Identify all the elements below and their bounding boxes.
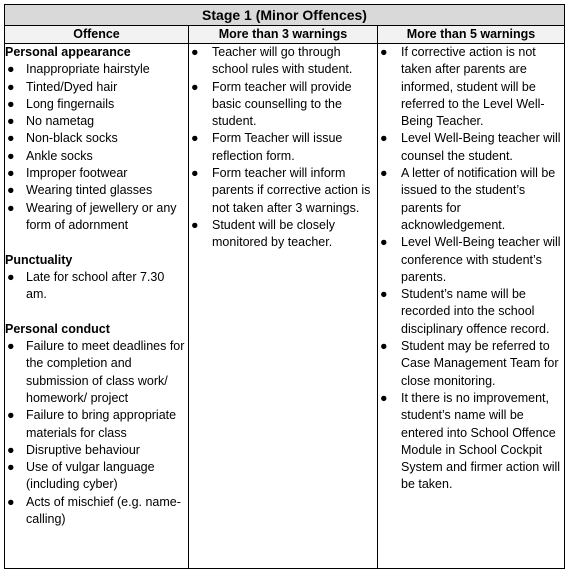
bullet-icon: ● xyxy=(7,148,15,163)
list-item-text: Use of vulgar language (including cyber) xyxy=(26,460,155,492)
bullet-icon: ● xyxy=(7,62,15,77)
list-item-text: Late for school after 7.30 am. xyxy=(26,269,165,302)
list-item xyxy=(378,44,564,130)
list-item xyxy=(5,200,188,235)
list-item-text: Student may be referred to Case Management Team for close monitoring. xyxy=(401,339,559,388)
list-item xyxy=(5,61,188,78)
list-item xyxy=(378,338,564,390)
list-item-text: Disruptive behaviour xyxy=(26,442,140,457)
bullet-icon: ● xyxy=(380,131,388,146)
more-than-5-warnings-cell xyxy=(378,44,565,569)
bullet-icon: ● xyxy=(7,79,15,94)
list-item-text: Failure to bring appropriate materials for class xyxy=(26,408,177,440)
list-item xyxy=(378,165,564,234)
bullet-icon: ● xyxy=(380,390,388,405)
list-item-text: Student’s name will be recorded into the school disciplinary offence record. xyxy=(401,287,550,336)
list-item-text: A letter of notification will be issued to the student’s parents for acknowledgement. xyxy=(401,166,556,232)
action-list xyxy=(378,44,564,494)
list-item-text: Level Well-Being teacher will conference with student’s parents. xyxy=(401,235,561,284)
action-list xyxy=(189,44,377,252)
list-item xyxy=(5,113,188,130)
bullet-icon: ● xyxy=(7,460,15,475)
list-item-text: If corrective action is not taken after parents are informed, student will be referred to the Level Well-Being Teacher. xyxy=(401,45,545,129)
bullet-icon: ● xyxy=(191,166,199,181)
list-item xyxy=(5,407,188,442)
list-item xyxy=(5,338,188,407)
list-item xyxy=(5,269,188,304)
section-heading: Personal conduct xyxy=(5,321,110,336)
bullet-icon: ● xyxy=(7,200,15,215)
offence-list xyxy=(5,338,188,528)
list-item xyxy=(189,165,377,217)
list-item-text: Form teacher will inform parents if corrective action is not taken after 3 warnings. xyxy=(212,166,371,215)
list-item-text: Teacher will go through school rules with student. xyxy=(212,45,353,77)
list-item-text: Acts of mischief (e.g. name-calling) xyxy=(26,494,181,527)
section-heading: Punctuality xyxy=(5,252,73,267)
list-item-text: No nametag xyxy=(26,114,95,129)
list-item xyxy=(5,459,188,494)
bullet-icon: ● xyxy=(7,269,15,284)
bullet-icon: ● xyxy=(7,131,15,146)
section-heading: Personal appearance xyxy=(5,45,131,59)
more-than-3-warnings-cell xyxy=(189,44,378,569)
bullet-icon: ● xyxy=(7,183,15,198)
list-item xyxy=(5,165,188,182)
list-item xyxy=(5,148,188,165)
list-item-text: Level Well-Being teacher will counsel the student. xyxy=(401,131,561,163)
bullet-icon: ● xyxy=(7,494,15,509)
list-item xyxy=(5,182,188,199)
offence-cell xyxy=(5,44,189,569)
offence-section-personal-appearance xyxy=(5,44,188,234)
bullet-icon: ● xyxy=(7,339,15,354)
list-item xyxy=(378,130,564,165)
list-item-text: Long fingernails xyxy=(26,96,115,111)
bullet-icon: ● xyxy=(380,45,388,59)
list-item xyxy=(189,217,377,252)
table-title: Stage 1 (Minor Offences) xyxy=(5,5,565,26)
list-item xyxy=(5,79,188,96)
bullet-icon: ● xyxy=(380,166,388,181)
list-item xyxy=(189,130,377,165)
section-spacer xyxy=(5,303,188,320)
list-item-text: It there is no improvement, student’s name will be entered into School Offence Module in School Cockpit System and firmer action will be taken. xyxy=(401,390,561,492)
list-item-text: Form Teacher will issue reflection form. xyxy=(212,131,343,163)
list-item xyxy=(189,79,377,131)
list-item xyxy=(378,390,564,494)
bullet-icon: ● xyxy=(7,96,15,111)
offence-policy-table xyxy=(4,4,565,569)
bullet-icon: ● xyxy=(7,114,15,129)
bullet-icon: ● xyxy=(191,79,199,94)
bullet-icon: ● xyxy=(380,339,388,354)
bullet-icon: ● xyxy=(7,166,15,181)
list-item-text: Non-black socks xyxy=(26,131,118,146)
list-item xyxy=(5,442,188,459)
list-item xyxy=(5,96,188,113)
column-header-more-than-5-warnings: More than 5 warnings xyxy=(378,26,565,44)
list-item xyxy=(378,286,564,338)
list-item xyxy=(5,130,188,147)
list-item-text: Student will be closely monitored by teacher. xyxy=(212,217,335,250)
bullet-icon: ● xyxy=(191,45,199,59)
list-item-text: Ankle socks xyxy=(26,148,93,163)
bullet-icon: ● xyxy=(380,235,388,250)
list-item xyxy=(5,494,188,529)
column-header-more-than-3-warnings: More than 3 warnings xyxy=(189,26,378,44)
list-item xyxy=(378,234,564,286)
list-item-text: Wearing tinted glasses xyxy=(26,183,153,198)
list-item-text: Wearing of jewellery or any form of adornment xyxy=(26,200,177,232)
offence-list xyxy=(5,61,188,234)
bullet-icon: ● xyxy=(7,442,15,457)
offence-list xyxy=(5,269,188,304)
list-item-text: Improper footwear xyxy=(26,166,128,181)
column-header-offence: Offence xyxy=(5,26,189,44)
bullet-icon: ● xyxy=(191,217,199,232)
bullet-icon: ● xyxy=(191,131,199,146)
bullet-icon: ● xyxy=(7,408,15,423)
offence-section-punctuality xyxy=(5,252,188,304)
list-item-text: Form teacher will provide basic counselling to the student. xyxy=(212,79,352,129)
offence-section-personal-conduct xyxy=(5,321,188,529)
bullet-icon: ● xyxy=(380,287,388,302)
list-item xyxy=(189,44,377,79)
list-item-text: Tinted/Dyed hair xyxy=(26,79,118,94)
list-item-text: Failure to meet deadlines for the completion and submission of class work/ homework/ project xyxy=(26,339,185,405)
list-item-text: Inappropriate hairstyle xyxy=(26,62,150,77)
section-spacer xyxy=(5,234,188,251)
